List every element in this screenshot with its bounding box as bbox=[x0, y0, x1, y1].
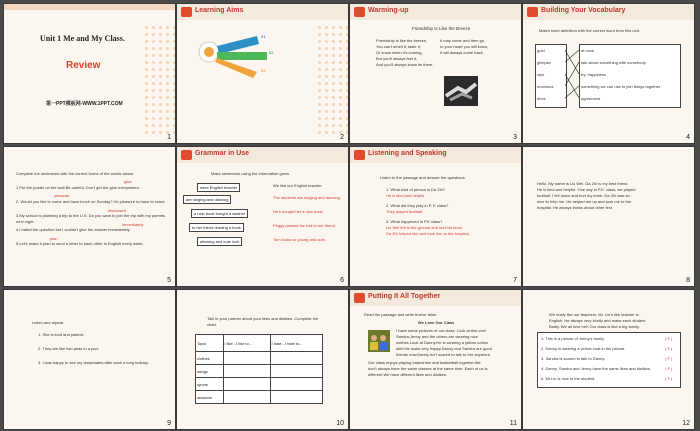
slide-thumbnail-7[interactable] bbox=[350, 147, 521, 286]
tf-answer-5: ( T ) bbox=[665, 376, 673, 381]
answer-4: immediately bbox=[122, 222, 144, 227]
poem-left-5: And you'll always know its there. bbox=[376, 62, 434, 67]
definition-4: something we can use to join things together bbox=[581, 84, 661, 89]
poem-title: Friendship Is Like the Breeze bbox=[412, 26, 471, 31]
slide-thumbnail-12[interactable] bbox=[523, 290, 694, 429]
passage-line-5: friends now.Danny isn't scared to talk to her anymore. bbox=[396, 352, 492, 357]
slide-thumbnail-11[interactable] bbox=[350, 290, 521, 429]
exercise-item-1: 1.Put the poster on the wall.Be careful. Don't get the glue everywhere. bbox=[16, 185, 140, 190]
example-sentence-1: We like our English teacher. bbox=[273, 183, 323, 188]
table-cell[interactable] bbox=[270, 391, 322, 404]
answer-1: glue bbox=[124, 179, 132, 184]
listening-q1: 1. What kind of person is Da Zhi? bbox=[386, 187, 446, 192]
passage-line-3: football. I fell down and hurt my knee. Da Zhi was so bbox=[537, 193, 630, 198]
slide-title: Unit 1 Me and My Class. bbox=[40, 34, 125, 43]
slide-number: 5 bbox=[167, 277, 171, 284]
likes-dislikes-table bbox=[195, 334, 323, 404]
header-title: Warming-up bbox=[368, 7, 409, 14]
listening-q3: 3. What happened in P.E class? bbox=[386, 219, 443, 224]
poem-left-4: But you'll always feel it, bbox=[376, 56, 418, 61]
definition-3: try; happiness bbox=[581, 72, 606, 77]
table-cell[interactable] bbox=[223, 352, 270, 365]
exercise-item-3: 3.My school is planning a trip to the U.S. Do you want to join the trip with my parents next night. bbox=[16, 213, 166, 224]
slide-number: 4 bbox=[686, 134, 690, 141]
table-cell[interactable] bbox=[223, 378, 270, 391]
header-icon bbox=[354, 150, 365, 160]
exercise-item-2: 2. Would you like to come and have lunch on Sunday? It's pleasure to have to come. bbox=[16, 199, 166, 204]
tf-answer-4: ( F ) bbox=[665, 366, 673, 371]
slide-number: 8 bbox=[686, 277, 690, 284]
header-title: Learning Aims bbox=[195, 7, 244, 14]
example-sentence-5: Tom looks so young and cute. bbox=[273, 237, 326, 242]
slide-number: 7 bbox=[513, 277, 517, 284]
passage-line-5: hospital. He always thinks about other first. bbox=[537, 205, 614, 210]
slide-number: 6 bbox=[340, 277, 344, 284]
passage-line-2: He is kind and helpful. One day in P.E. class, we played bbox=[537, 187, 636, 192]
table-row: sports bbox=[196, 378, 224, 391]
slide-number: 1 bbox=[167, 134, 171, 141]
header-icon bbox=[354, 293, 365, 303]
listening-q2: 2. What did they play in P. E class? bbox=[386, 203, 449, 208]
phrase-box-2: are singing and dancing bbox=[183, 195, 231, 204]
word-4: enomous bbox=[537, 84, 554, 89]
slide-number: 10 bbox=[336, 420, 344, 427]
passage-line-1: I have some pictures of our class. Look at this one! bbox=[396, 328, 487, 333]
slide-thumbnail-6[interactable] bbox=[177, 147, 348, 286]
slide-number: 3 bbox=[513, 134, 517, 141]
answer-3: discussed bbox=[108, 208, 126, 213]
slide-header bbox=[350, 147, 521, 163]
slide-footer: 第一PPT模板网-WWW.1PPT.COM bbox=[46, 101, 123, 107]
tf-item-1: 1. This is a picture of Jenny's family. bbox=[541, 336, 605, 341]
slide-thumbnail-10[interactable] bbox=[177, 290, 348, 429]
table-cell[interactable] bbox=[270, 352, 322, 365]
listening-a3a: Liu Wei fell to the ground and hurt his knee. bbox=[386, 225, 464, 230]
slide-thumbnail-9[interactable] bbox=[4, 290, 175, 429]
table-header-like: I like...I like to... bbox=[223, 335, 270, 352]
passage-line-1: Hello. My name is Liu Wei. Da Zhi is my best friend. bbox=[537, 181, 629, 186]
tf-item-4: 4. Danny, Sandra and Jenny have the same likes and dislikes. bbox=[541, 366, 651, 371]
tf-answer-3: ( F ) bbox=[665, 356, 673, 361]
learning-aims-graphic bbox=[197, 32, 287, 92]
slide-thumbnail-4[interactable] bbox=[523, 4, 694, 143]
header-icon bbox=[181, 7, 192, 17]
phrase-box-1: were English teacher bbox=[197, 183, 240, 192]
word-5: drive bbox=[537, 96, 546, 101]
slide-number: 9 bbox=[167, 420, 171, 427]
tf-item-2: 2. Danny is wearing a yellow coat in the picture. bbox=[541, 346, 626, 351]
phrase-box-4: to her friend reading a book bbox=[189, 223, 244, 232]
grammar-instruction: Make sentences using the information given. bbox=[211, 171, 291, 176]
poem-left-2: You can't smell it, taste it, bbox=[376, 44, 421, 49]
listening-a2: They played football. bbox=[386, 209, 423, 214]
header-icon bbox=[354, 7, 365, 17]
phrase-box-5: allowing and cute look bbox=[197, 237, 242, 246]
table-cell[interactable] bbox=[223, 365, 270, 378]
decorative-dots bbox=[316, 24, 348, 134]
passage-line-8: different.We have different likes and dislikes. bbox=[368, 372, 447, 377]
repeat-item-1: 1. She is kind and patient. bbox=[38, 332, 85, 337]
poem-right-3: It will always come back. bbox=[440, 50, 484, 55]
definition-1: at once bbox=[581, 48, 595, 53]
header-icon bbox=[181, 150, 192, 160]
tf-item-3: 3. Sandra is scared to talk to Danny. bbox=[541, 356, 606, 361]
slide-thumbnail-2[interactable] bbox=[177, 4, 348, 143]
slide-header bbox=[350, 290, 521, 306]
handshake-image bbox=[444, 76, 478, 106]
example-sentence-4: Peggy passed the ball to her friend. bbox=[273, 223, 336, 228]
table-row: songs bbox=[196, 365, 224, 378]
phrase-box-3: a new book bought a washer bbox=[191, 209, 248, 218]
slide-header bbox=[523, 4, 694, 20]
slide-header bbox=[177, 147, 348, 163]
poem-left-1: Friendship is like the breeze, bbox=[376, 38, 427, 43]
intro-line-1: We really like our teachers. Mr. Lin's like teacher in bbox=[549, 312, 639, 317]
example-sentence-2: The students are singing and dancing. bbox=[273, 195, 341, 200]
header-icon bbox=[527, 7, 538, 17]
passage-line-2: Sandra,Jenny and the others are wearing nice bbox=[396, 334, 478, 339]
repeat-item-2: 2. They are like two peas in a pod. bbox=[38, 346, 99, 351]
header-title: Putting It All Together bbox=[368, 293, 441, 300]
slide-number: 11 bbox=[509, 420, 517, 427]
slide-thumbnail-8[interactable] bbox=[523, 147, 694, 286]
table-cell[interactable] bbox=[270, 378, 322, 391]
word-1: guid bbox=[537, 48, 545, 53]
matching-lines bbox=[565, 44, 579, 106]
class-photo bbox=[368, 330, 390, 352]
example-sentence-3: He's bought her a new book. bbox=[273, 209, 324, 214]
table-cell[interactable] bbox=[223, 391, 270, 404]
answer-5: plan bbox=[50, 236, 58, 241]
listening-instruction: Listen to the passage and answer the questions. bbox=[380, 175, 466, 180]
slide-header bbox=[177, 4, 348, 20]
listening-a3b: Da Zhi helped him and took him to the hospital. bbox=[386, 231, 470, 236]
slide-number: 2 bbox=[340, 134, 344, 141]
answer-2: pleasure bbox=[54, 193, 70, 198]
exercise-intro: Complete the sentences with the correct forms of the words above. bbox=[16, 171, 135, 176]
intro-line-2: English. He always very kindly and make each student bbox=[549, 318, 646, 323]
poem-right-2: In your heart you will know, bbox=[440, 44, 489, 49]
slide-header bbox=[350, 4, 521, 20]
passage-line-4: shirt.He looks very happy.Danny and Sandra are good bbox=[396, 346, 492, 351]
table-cell[interactable] bbox=[270, 365, 322, 378]
header-title: Listening and Speaking bbox=[368, 150, 447, 157]
poem-left-3: Or know when it's coming, bbox=[376, 50, 423, 55]
tf-answer-2: ( T ) bbox=[665, 346, 673, 351]
vocab-instruction: Match each definition with the correct word from this unit. bbox=[539, 28, 640, 33]
repeat-intro: Listen and repeat. bbox=[32, 320, 65, 325]
table-header-hate: I hate...I hate to... bbox=[270, 335, 322, 352]
passage-line-7: don't always have the same classes at the same time. Each of us is bbox=[368, 366, 488, 371]
aim-label-3: 03 bbox=[261, 68, 266, 73]
passage-line-6: Our class enjoys playing badminton and basketball together.We bbox=[368, 360, 481, 365]
table-row: clothes bbox=[196, 352, 224, 365]
exercise-item-4: 4.I hated the question but I couldn't give the answer immediately. bbox=[16, 227, 131, 232]
table-row: seasons bbox=[196, 391, 224, 404]
aim-label-1: 01 bbox=[261, 34, 266, 39]
reading-instruction: Read the passage and write true/or false. bbox=[364, 312, 438, 317]
tf-answer-1: ( F ) bbox=[665, 336, 673, 341]
header-title: Building Your Vocabulary bbox=[541, 7, 626, 14]
slide-subtitle: Review bbox=[66, 60, 101, 71]
repeat-item-3: 3. I was happy to see my classmates after such a long holiday. bbox=[38, 360, 149, 365]
slide-thumbnail-3[interactable] bbox=[350, 4, 521, 143]
word-3: stye bbox=[537, 72, 545, 77]
definition-5: agreement bbox=[581, 96, 601, 101]
poem-right-1: It may come and then go, bbox=[440, 38, 486, 43]
slide-thumbnail-1[interactable] bbox=[4, 4, 175, 143]
chart-instruction: Talk in your partner about your likes and dislikes. Complete the chart. bbox=[207, 316, 319, 327]
top-band bbox=[4, 4, 175, 10]
table-header-topic: Topic bbox=[196, 335, 224, 352]
definition-2: talk about something with somebody bbox=[581, 60, 646, 65]
slide-number: 12 bbox=[682, 420, 690, 427]
header-title: Grammar in Use bbox=[195, 150, 250, 157]
decorative-dots bbox=[143, 24, 175, 134]
passage-title: We Love Our Class bbox=[418, 320, 455, 325]
tf-item-5: 5. Mr.Lin is nice to the student. bbox=[541, 376, 596, 381]
exercise-item-5: 5.Let's make a plan to send a letter to each other in English every week. bbox=[16, 241, 144, 246]
listening-a1: He is kind and helpful. bbox=[386, 193, 426, 198]
passage-line-3: clothes.Look at Danny.He is wearing a yellow cotton bbox=[396, 340, 489, 345]
slide-thumbnail-5[interactable] bbox=[4, 147, 175, 286]
word-2: glimpse bbox=[537, 60, 551, 65]
aim-label-2: 02 bbox=[269, 50, 274, 55]
intro-line-3: Badly. We all love her! Our class is like a big family. bbox=[549, 324, 640, 329]
passage-line-4: nice to help me. He helped me up and took me to the bbox=[537, 199, 632, 204]
